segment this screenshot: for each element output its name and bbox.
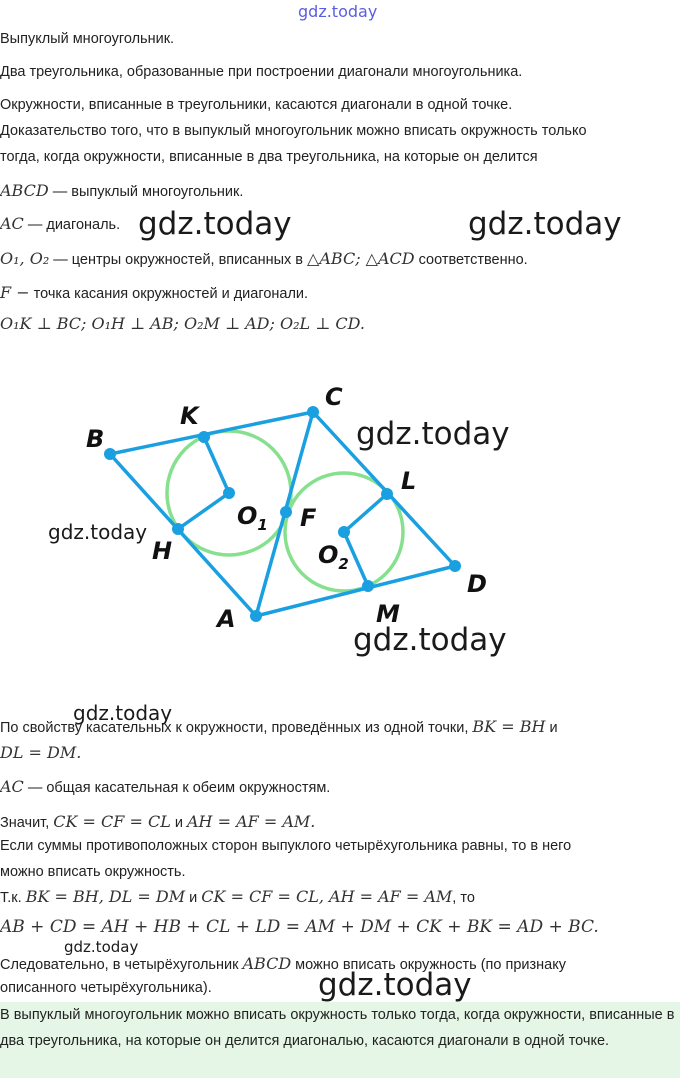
header-watermark[interactable]: gdz.today [298,2,378,21]
point-l [381,488,393,500]
point-f [280,506,292,518]
setup-abcd [0,181,243,200]
point-h [172,523,184,535]
math-ac-tangent: AC [0,777,24,796]
given-line-1: Выпуклый многоугольник. [0,31,175,47]
label-d: D [467,570,487,598]
math-bk-bh: BK = BH [472,717,546,736]
proof-1-text: По свойству касательных к окружности, проведённых из одной точки, [0,720,473,736]
label-m: M [376,600,400,628]
label-o1: $O_1$ [237,502,268,534]
point-b [104,448,116,460]
math-equalities-1: BK = BH, DL = DM [25,887,186,906]
proof-7-tail: , то [452,890,475,906]
proof-line-3 [0,777,330,796]
radius-o2l-o2m [344,494,387,586]
watermark: gdz.today [73,701,173,725]
label-a: A [217,605,236,633]
proof-1-and: и [545,720,558,736]
label-h: H [152,537,173,565]
point-d [449,560,461,572]
proof-7-and: и [185,890,202,906]
math-abcd: ABCD [0,181,49,200]
point-c [307,406,319,418]
watermark: gdz.today [353,622,507,658]
proof-9-tail: можно вписать окружность (по признаку [291,957,566,973]
watermark: gdz.today [48,520,148,544]
setup-f [0,283,308,302]
given-line-2: Два треугольника, образованные при построении диагонали многоугольника. [0,64,523,80]
proof-line-10: описанного четырёхугольника). [0,980,212,996]
label-k: K [180,402,199,430]
setup-f-text: точка касания окружностей и диагонали. [29,286,309,302]
proof-line-8 [0,917,599,937]
setup-ac-text: — диагональ. [23,217,121,233]
label-f: F [300,504,317,532]
given-line-3: Окружности, вписанные в треугольники, касаются диагонали в одной точке. [0,97,513,113]
math-sum-equation: AB + CD = AH + HB + CL + LD = AM + DM + CK + BK = AD + BC. [0,917,599,937]
watermark: gdz.today [468,206,622,242]
math-perpendiculars: O₁K ⊥ BC; O₁H ⊥ AB; O₂M ⊥ AD; O₂L ⊥ CD. [0,314,365,333]
setup-ac [0,214,120,233]
setup-centers [0,249,528,268]
proof-line-4 [0,812,315,831]
proof-line-6: можно вписать окружность. [0,864,186,880]
geometry-figure [0,370,680,650]
setup-perpendiculars [0,314,365,333]
proof-7-text: Т.к. [0,890,26,906]
math-equalities-2: CK = CF = CL, AH = AF = AM [201,887,453,906]
point-k [198,431,210,443]
math-abcd-2: ABCD [242,954,292,973]
proof-4-and: и [170,815,187,831]
proof-3-text: — общая касательная к обеим окружностям. [23,780,331,796]
answer-text: В выпуклый многоугольник можно вписать окружность только тогда, когда окружности, вписанные в два треугольника, на которые он делится диагональю, касаются диагонали в одной точке. [0,1007,675,1049]
label-c: C [325,383,343,411]
proof-line-9 [0,954,566,973]
label-l: L [401,467,417,495]
math-ck-cf-cl: CK = CF = CL [53,812,171,831]
watermark: gdz.today [138,206,292,242]
watermark: gdz.today [64,938,139,956]
math-o1-o2: O₁, O₂ [0,249,50,268]
proof-4-text: Значит, [0,815,54,831]
proof-9-text: Следовательно, в четырёхугольник [0,957,243,973]
setup-centers-tail: соответственно. [414,252,528,268]
point-m [362,580,374,592]
answer-box [0,1002,680,1078]
watermark: gdz.today [356,416,510,452]
label-o2: $O_2$ [318,541,349,573]
given-line-4: Доказательство того, что в выпуклый многоугольник можно вписать окружность только [0,123,587,139]
math-ah-af-am: AH = AF = AM. [187,812,316,831]
point-o1 [223,487,235,499]
proof-line-7 [0,887,475,906]
math-dl-dm: DL = DM. [0,743,82,762]
math-f: F − [0,283,30,302]
label-b: B [86,425,105,453]
setup-centers-text: — центры окружностей, вписанных в [49,252,308,268]
proof-line-2 [0,743,81,762]
proof-line-5: Если суммы противоположных сторон выпуклого четырёхугольника равны, то в него [0,838,572,854]
given-line-5: тогда, когда окружности, вписанные в два треугольника, на которые он делится [0,149,538,165]
math-ac: AC [0,214,24,233]
point-o2 [338,526,350,538]
watermark: gdz.today [318,967,472,1003]
setup-abcd-text: — выпуклый многоугольник. [48,184,244,200]
math-triangles: △ABC; △ACD [307,249,415,268]
point-a [250,610,262,622]
